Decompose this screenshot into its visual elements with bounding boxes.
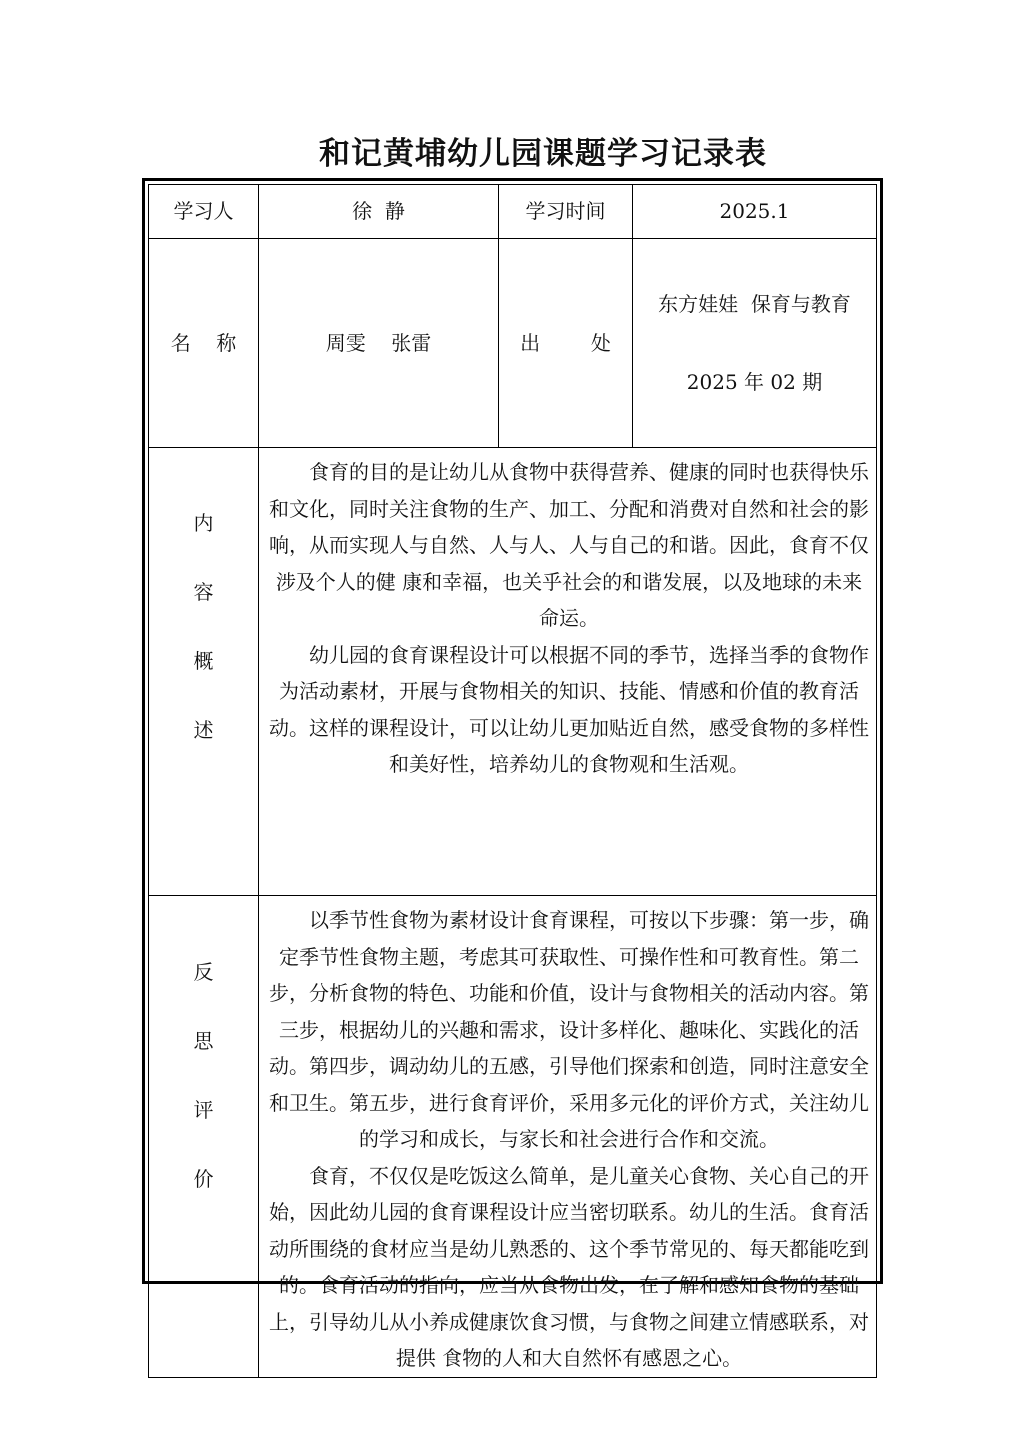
source-label: 出 处	[499, 239, 633, 448]
reflection-paragraph: 以季节性食物为素材设计食育课程，可按以下步骤：第一步，确定季节性食物主题，考虑其可获取性、可操作性和可教育性。第二步，分析食物的特色、功能和价值，设计与食物相关的活动内容。第三步，根据幼儿的兴趣和需求，设计多样化、趣味化、实践化的活动。第四步，调动幼儿的五感，引导他们探索和创造，同时注意安全和卫生。第五步，进行食育评价，采用多元化的评价方式，关注幼儿的学习和成长，与家长和社会进行合作和交流。	[269, 908, 869, 1151]
summary-label-char: 述	[193, 717, 214, 742]
learner-value	[259, 185, 499, 239]
source-line-2: 2025 年 02 期	[686, 370, 823, 394]
reflection-label	[149, 960, 258, 1192]
reflection-label-char: 思	[193, 1029, 214, 1054]
reflection-label-char: 评	[193, 1098, 214, 1123]
source-line-1: 东方娃娃 保育与教育	[658, 292, 851, 316]
reflection-label-char: 反	[193, 960, 214, 985]
name-label: 名 称	[149, 239, 259, 448]
name-value: 周雯 张雷	[259, 239, 499, 448]
summary-content	[259, 448, 877, 896]
row-summary	[149, 448, 877, 896]
row-reflection	[149, 896, 877, 1378]
summary-label-char: 内	[193, 510, 214, 535]
document-title: 和记黄埔幼儿园课题学习记录表	[319, 136, 767, 172]
summary-paragraph: 食育的目的是让幼儿从食物中获得营养、健康的同时也获得快乐和文化，同时关注食物的生产、加工、分配和消费对自然和社会的影响，从而实现人与自然、人与人、人与自己的和谐。因此，食育不仅涉及个人的健 康和幸福，也关乎社会的和谐发展，以及地球的未来命运。	[269, 460, 869, 630]
reflection-label-char: 价	[193, 1167, 214, 1192]
time-value: 2025.1	[633, 185, 877, 239]
time-label: 学习时间	[499, 185, 633, 239]
summary-paragraph: 幼儿园的食育课程设计可以根据不同的季节，选择当季的食物作为活动素材，开展与食物相关的知识、技能、情感和价值的教育活动。这样的课程设计，可以让幼儿更加贴近自然，感受食物的多样性和美好性，培养幼儿的食物观和生活观。	[269, 642, 869, 776]
learner-label: 学习人	[149, 185, 259, 239]
source-value	[633, 239, 877, 448]
record-table	[148, 184, 877, 1378]
row-learner	[149, 185, 877, 239]
summary-label-cell	[149, 448, 259, 896]
learner-name: 徐 静	[352, 199, 405, 223]
summary-label-char: 容	[193, 579, 214, 604]
record-table-frame	[142, 178, 883, 1370]
summary-label	[149, 511, 258, 743]
reflection-content	[259, 896, 877, 1378]
summary-label-char: 概	[193, 648, 214, 673]
reflection-label-cell	[149, 896, 259, 1378]
row-name-source	[149, 239, 877, 448]
reflection-paragraph: 食育，不仅仅是吃饭这么简单，是儿童关心食物、关心自己的开始，因此幼儿园的食育课程设计应当密切联系。幼儿的生活。食育活动所围绕的食材应当是幼儿熟悉的、这个季节常见的、每天都能吃到的。食育活动的指向，应当从食物出发，在了解和感知食物的基础上，引导幼儿从小养成健康饮食习惯，与食物之间建立情感联系，对提供 食物的人和大自然怀有感恩之心。	[269, 1163, 869, 1370]
